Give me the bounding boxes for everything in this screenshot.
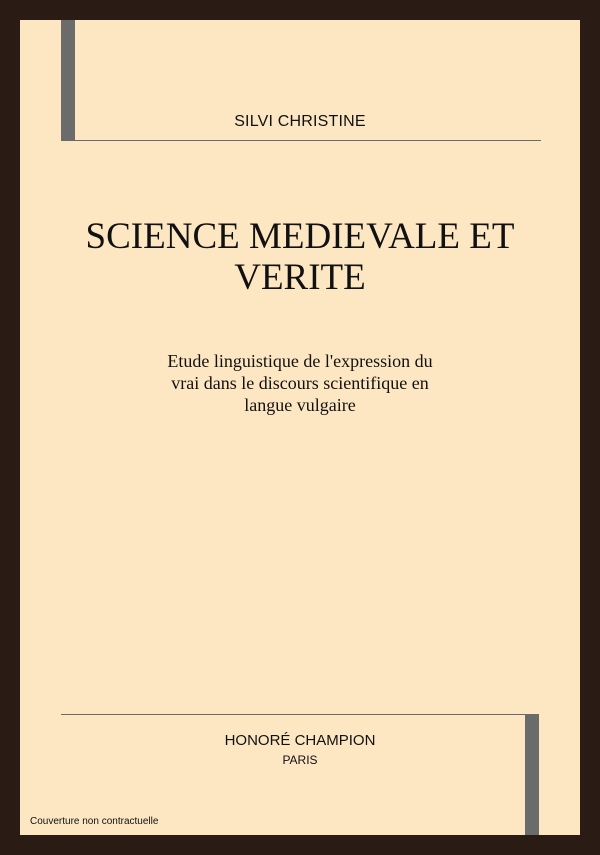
publisher-city: PARIS <box>282 753 318 767</box>
top-divider <box>61 140 541 141</box>
book-subtitle-line: Etude linguistique de l'expression du <box>167 351 433 371</box>
book-subtitle-line: vrai dans le discours scientifique en <box>171 373 429 393</box>
book-cover <box>20 20 580 835</box>
book-title-line: VERITE <box>234 257 366 298</box>
bottom-divider <box>61 714 539 715</box>
book-title <box>61 216 539 298</box>
cover-disclaimer: Couverture non contractuelle <box>30 816 159 827</box>
publisher-name: HONORÉ CHAMPION <box>224 732 376 749</box>
author-name: SILVI CHRISTINE <box>234 113 366 130</box>
book-subtitle <box>120 350 480 416</box>
book-title-line: SCIENCE MEDIEVALE ET <box>85 216 515 257</box>
book-subtitle-line: langue vulgaire <box>244 395 356 415</box>
